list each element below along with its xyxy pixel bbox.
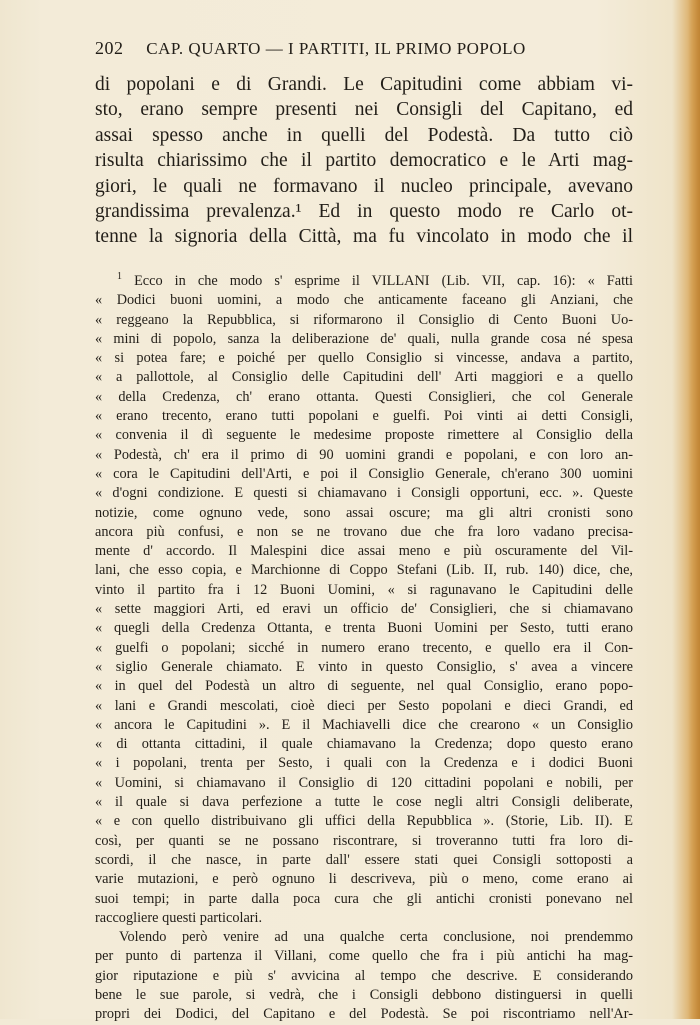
footnote-line: notizie, come ognuno vede, sono assai oscure; ma gli altri cronisti sono: [95, 504, 633, 521]
footnote-line: « quegli della Credenza Ottanta, e trenta Buoni Uomini per Sesto, tutti erano: [95, 620, 633, 637]
page-header: [95, 38, 555, 59]
footnote-line: « lani e Grandi mescolati, cioè dieci per Sesto popolani e dieci Grandi, ed: [95, 697, 633, 714]
footnote-line: così, per quanti se ne possano riscontrare, si troveranno tutti fra loro di-: [95, 832, 633, 849]
footnote-line: suoi tempi; in parte dalla poca cura che gli antichi cronisti ponevano nel: [95, 890, 633, 907]
footnote-line-text: Ecco in che modo s' esprime il VILLANI (Lib. VII, cap. 16): « Fatti: [134, 273, 633, 289]
footnote-line: « a pallottole, al Consiglio delle Capitudini dell' Arti maggiori e a quello: [95, 369, 633, 386]
footnote-line: « il quale si dava perfezione a tutte le cose negli altri Consigli deliberate,: [95, 794, 633, 811]
footnote-mark: 1: [117, 272, 122, 283]
page-number: 202: [95, 38, 124, 58]
footnote-line: [95, 272, 633, 291]
footnote-line: per punto di partenza il Villani, come quello che fra i più antichi ha mag-: [95, 948, 633, 965]
footnote: [95, 272, 633, 1025]
footnote-line: lani, che esso copia, e Marchionne di Coppo Stefani (Lib. II, rub. 140) dice, che,: [95, 562, 633, 579]
main-text: [95, 72, 633, 250]
footnote-line: « della Credenza, ch' erano ottanta. Questi Consiglieri, che col Generale: [95, 388, 633, 405]
footnote-line: « Dodici buoni uomini, a modo che anticamente faceano gli Anziani, che: [95, 292, 633, 309]
footnote-line: « si potea fare; e poiché per quello Consiglio si vincesse, andava a partito,: [95, 350, 633, 367]
footnote-line: mente d' accordo. Il Malespini dice assai meno e più oscuramente del Vil-: [95, 543, 633, 560]
footnote-line: bene le sue parole, si vedrà, che i Consigli debbono distinguersi in quelli: [95, 986, 633, 1003]
footnote-line: scordi, il che nasce, in parte dall' essere stati quei Consigli sottoposti a: [95, 851, 633, 868]
footnote-line: « mini di popolo, sanza la deliberazione de' quali, nulla grande cosa né spesa: [95, 330, 633, 347]
footnote-line: ancora più confusi, e non se ne trovano due che fra loro vadano precisa-: [95, 523, 633, 540]
text-line: assai spesso anche in quelli del Podestà. Da tutto ciò: [95, 124, 633, 146]
footnote-line: « di ottanta cittadini, il quale chiamavano la Credenza; dopo questo erano: [95, 736, 633, 753]
text-line: giori, le quali ne formavano il nucleo principale, avevano: [95, 175, 633, 197]
text-line: di popolani e di Grandi. Le Capitudini come abbiam vi-: [95, 74, 633, 95]
footnote-line: « guelfi o popolani; sicché in numero erano trecento, e quello era il Con-: [95, 639, 633, 656]
footnote-line: « sette maggiori Arti, ed eravi un officio de' Consiglieri, che si chiamavano: [95, 601, 633, 618]
text-line: sto, erano sempre presenti nei Consigli del Capitano, ed: [95, 99, 633, 121]
footnote-line: « Uomini, si chiamavano il Consiglio di 120 cittadini popolani e nobili, per: [95, 774, 633, 791]
footnote-line: « i popolani, trenta per Sesto, i quali con la Credenza e i dodici Buoni: [95, 755, 633, 772]
text-line: risulta chiarissimo che il partito democratico e le Arti mag-: [95, 150, 633, 172]
footnote-line: « d'ogni condizione. E questi si chiamavano i Consigli opportuni, ecc. ». Queste: [95, 485, 633, 502]
footnote-line: « in quel del Podestà un altro di seguente, nel qual Consiglio, erano popo-: [95, 678, 633, 695]
footnote-line: « e con quello distribuivano gli uffici della Repubblica ». (Storie, Lib. II). E: [95, 813, 633, 830]
footnote-line: « convenia il dì seguente le medesime proposte rimettere al Consiglio della: [95, 427, 633, 444]
footnote-line: gior riputazione e più s' avvicina al tempo che descrive. E considerando: [95, 967, 633, 984]
footnote-line: raccogliere questi particolari.: [95, 909, 263, 926]
text-line: grandissima prevalenza.¹ Ed in questo modo re Carlo ot-: [95, 201, 633, 223]
footnote-line: « reggeano la Repubblica, si riformarono il Consiglio di Cento Buoni Uo-: [95, 311, 633, 328]
footnote-line: « cora le Capitudini dell'Arti, e poi il Consiglio Generale, ch'erano 300 uomini: [95, 465, 633, 482]
footnote-line: « Podestà, ch' era il primo di 90 uomini grandi e popolani, e con loro an-: [95, 446, 633, 463]
running-head: CAP. QUARTO — I PARTITI, IL PRIMO POPOLO: [146, 39, 526, 58]
text-line: tenne la signoria della Città, ma fu vincolato in modo che il: [95, 226, 633, 248]
footnote-line: « erano trecento, erano tutti popolani e guelfi. Poi vinti ai detti Consigli,: [95, 408, 633, 425]
footnote-line: varie mutazioni, e però ognuno li descriveva, più o meno, come erano ai: [95, 871, 633, 888]
footnote-line: « ancora le Capitudini ». E il Machiavelli dice che crearono « un Consiglio: [95, 716, 633, 733]
footnote-line: Volendo però venire ad una qualche certa conclusione, noi prendemmo: [119, 929, 633, 946]
page-edge-shadow: [688, 0, 700, 1019]
footnote-line: propri dei Dodici, del Capitano e del Podestà. Se poi riscontriamo nell'Ar-: [95, 1006, 633, 1023]
footnote-line: vinto il partito fra i 12 Buoni Uomini, « si ragunavano le Capitudini delle: [95, 581, 633, 598]
footnote-line: « siglio Generale chiamato. E vinto in questo Consiglio, s' avea a vincere: [95, 658, 633, 675]
